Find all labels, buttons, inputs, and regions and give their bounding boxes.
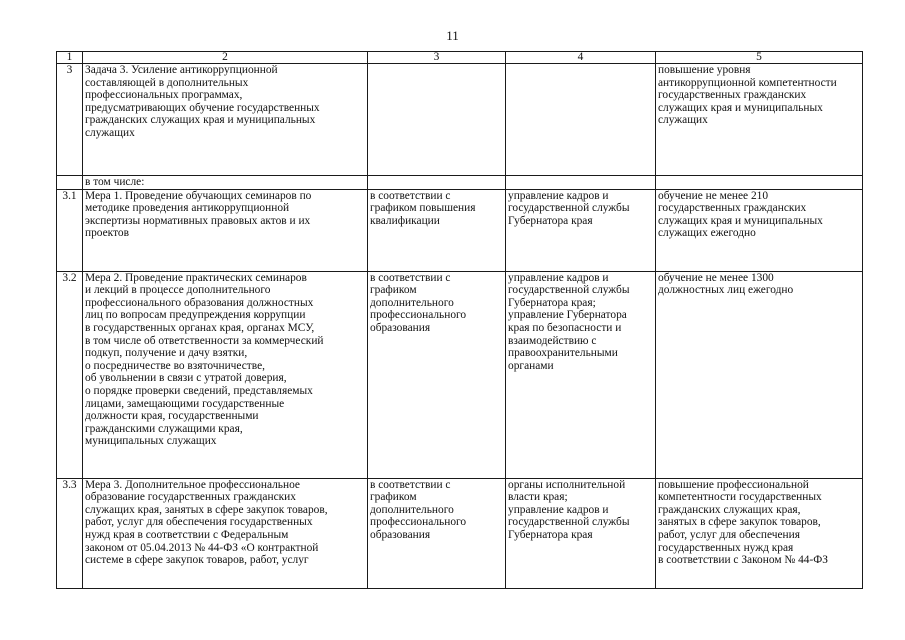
cell-line: нужд края в соответствии с Федеральным	[85, 528, 289, 541]
cell-result	[656, 271, 863, 478]
cell-executor	[506, 189, 656, 271]
cell-line: должностных лиц ежегодно	[658, 284, 794, 297]
cell-line: подкуп, получение и дачу взятки,	[85, 347, 248, 360]
cell-description	[83, 176, 368, 190]
cell-description	[83, 64, 368, 176]
cell-line: в соответствии с Законом № 44-ФЗ	[658, 554, 828, 567]
cell-line: гражданскими служащими края,	[85, 422, 243, 435]
cell-deadline	[368, 176, 506, 190]
cell-line: Губернатора края	[508, 528, 593, 541]
row-number: 3.1	[57, 189, 83, 271]
cell-line: обучение не менее 210	[658, 189, 769, 202]
cell-line: в соответствии с	[370, 271, 451, 284]
cell-line: дополнительного	[370, 503, 454, 516]
cell-line: государственной службы	[508, 202, 630, 215]
cell-line: муниципальных служащих	[85, 435, 217, 448]
cell-line: о посредничестве во взяточничестве,	[85, 359, 266, 372]
cell-line: лиц по вопросам предупреждения коррупции	[85, 309, 306, 322]
cell-line: системе в сфере закупок товаров, работ, услуг	[85, 554, 309, 567]
cell-line: образование государственных гражданских	[85, 491, 296, 504]
cell-line: гражданских служащих края,	[658, 503, 801, 516]
cell-line: образования	[370, 321, 431, 334]
cell-line: органы исполнительной	[508, 478, 626, 491]
cell-line: и лекций в процессе дополнительного	[85, 284, 271, 297]
cell-line: взаимодействию с	[508, 334, 597, 347]
page-number: 11	[446, 28, 459, 43]
cell-line: государственной службы	[508, 284, 630, 297]
cell-line: законом от 05.04.2013 № 44-ФЗ «О контрактной	[85, 541, 319, 554]
cell-line: работ, услуг для обеспечения	[658, 528, 800, 541]
header-cell-4: 4	[506, 52, 656, 64]
cell-description	[83, 271, 368, 478]
cell-line: Мера 2. Проведение практических семинаров	[85, 271, 307, 284]
header-cell-1: 1	[57, 52, 83, 64]
cell-line: графиком повышения	[370, 202, 476, 215]
cell-line: графиком	[370, 491, 417, 504]
cell-line: Губернатора края	[508, 214, 593, 227]
cell-deadline	[368, 271, 506, 478]
cell-line: управление кадров и	[508, 189, 609, 202]
row-number	[57, 176, 83, 190]
table-row-measure-3-3	[57, 478, 863, 588]
cell-line: управление кадров и	[508, 503, 609, 516]
cell-line: образования	[370, 528, 431, 541]
cell-result	[656, 64, 863, 176]
cell-description	[83, 189, 368, 271]
cell-line: квалификации	[370, 214, 440, 227]
row-number: 3	[57, 64, 83, 176]
cell-executor	[506, 478, 656, 588]
cell-line: работ, услуг для обеспечения государственных	[85, 516, 313, 529]
cell-result	[656, 189, 863, 271]
cell-line: в том числе об ответственности за коммерческий	[85, 334, 324, 347]
cell-line: края по безопасности и	[508, 321, 622, 334]
cell-line: служащих ежегодно	[658, 227, 756, 240]
header-row	[57, 52, 863, 64]
cell-line: в государственных органах края, органах МСУ,	[85, 321, 315, 334]
cell-line: государственной службы	[508, 516, 630, 529]
row-number: 3.3	[57, 478, 83, 588]
row-number: 3.2	[57, 271, 83, 478]
header-cell-2: 2	[83, 52, 368, 64]
cell-executor	[506, 64, 656, 176]
cell-line: служащих	[658, 114, 708, 127]
cell-deadline	[368, 64, 506, 176]
cell-line: обучение не менее 1300	[658, 271, 774, 284]
table-row-measure-3-1	[57, 189, 863, 271]
cell-line: в соответствии с	[370, 189, 451, 202]
cell-line: составляющей в дополнительных	[85, 76, 249, 89]
cell-line: служащих края и муниципальных	[658, 101, 823, 114]
cell-line: гражданских служащих края и муниципальных	[85, 114, 316, 127]
measures-table	[56, 51, 863, 589]
cell-line: графиком	[370, 284, 417, 297]
cell-line: занятых в сфере закупок товаров,	[658, 516, 821, 529]
cell-line: власти края;	[508, 491, 568, 504]
cell-line: управление кадров и	[508, 271, 609, 284]
cell-line: об увольнении в связи с утратой доверия,	[85, 372, 287, 385]
cell-line: антикоррупционной компетентности	[658, 76, 837, 89]
table-row-task-3	[57, 64, 863, 176]
cell-line: государственных нужд края	[658, 541, 794, 554]
cell-line: Мера 1. Проведение обучающих семинаров по	[85, 189, 312, 202]
cell-line: служащих края и муниципальных	[658, 214, 823, 227]
cell-line: государственных гражданских	[658, 202, 807, 215]
cell-deadline	[368, 189, 506, 271]
cell-line: должности края, государственными	[85, 410, 259, 423]
cell-line: повышение профессиональной	[658, 478, 809, 491]
cell-line: о порядке проверки сведений, представляемых	[85, 384, 313, 397]
cell-description	[83, 478, 368, 588]
cell-line: государственных гражданских	[658, 89, 807, 102]
cell-deadline	[368, 478, 506, 588]
cell-line: служащих	[85, 126, 135, 139]
cell-line: в том числе:	[85, 176, 145, 188]
cell-line: экспертизы нормативных правовых актов и их	[85, 214, 311, 227]
cell-line: предусматривающих обучение государственных	[85, 101, 320, 114]
cell-line: профессиональных программах,	[85, 89, 243, 102]
cell-line: Мера 3. Дополнительное профессиональное	[85, 478, 300, 491]
cell-line: служащих края, занятых в сфере закупок товаров,	[85, 503, 328, 516]
header-cell-5: 5	[656, 52, 863, 64]
cell-line: компетентности государственных	[658, 491, 822, 504]
table-row-including	[57, 176, 863, 190]
cell-line: профессионального	[370, 309, 467, 322]
header-cell-3: 3	[368, 52, 506, 64]
cell-executor	[506, 271, 656, 478]
cell-line: Губернатора края;	[508, 296, 596, 309]
cell-line: методике проведения антикоррупционной	[85, 202, 290, 215]
cell-executor	[506, 176, 656, 190]
cell-line: Задача 3. Усиление антикоррупционной	[85, 64, 278, 76]
cell-line: управление Губернатора	[508, 309, 627, 322]
cell-line: профессионального	[370, 516, 467, 529]
cell-line: лицами, замещающими государственные	[85, 397, 285, 410]
cell-line: правоохранительными	[508, 347, 618, 360]
cell-line: дополнительного	[370, 296, 454, 309]
cell-line: профессионального образования должностных	[85, 296, 314, 309]
cell-line: в соответствии с	[370, 478, 451, 491]
cell-line: повышение уровня	[658, 64, 751, 76]
cell-line: проектов	[85, 227, 129, 240]
table-row-measure-3-2	[57, 271, 863, 478]
cell-result	[656, 176, 863, 190]
cell-result	[656, 478, 863, 588]
cell-line: органами	[508, 359, 554, 372]
